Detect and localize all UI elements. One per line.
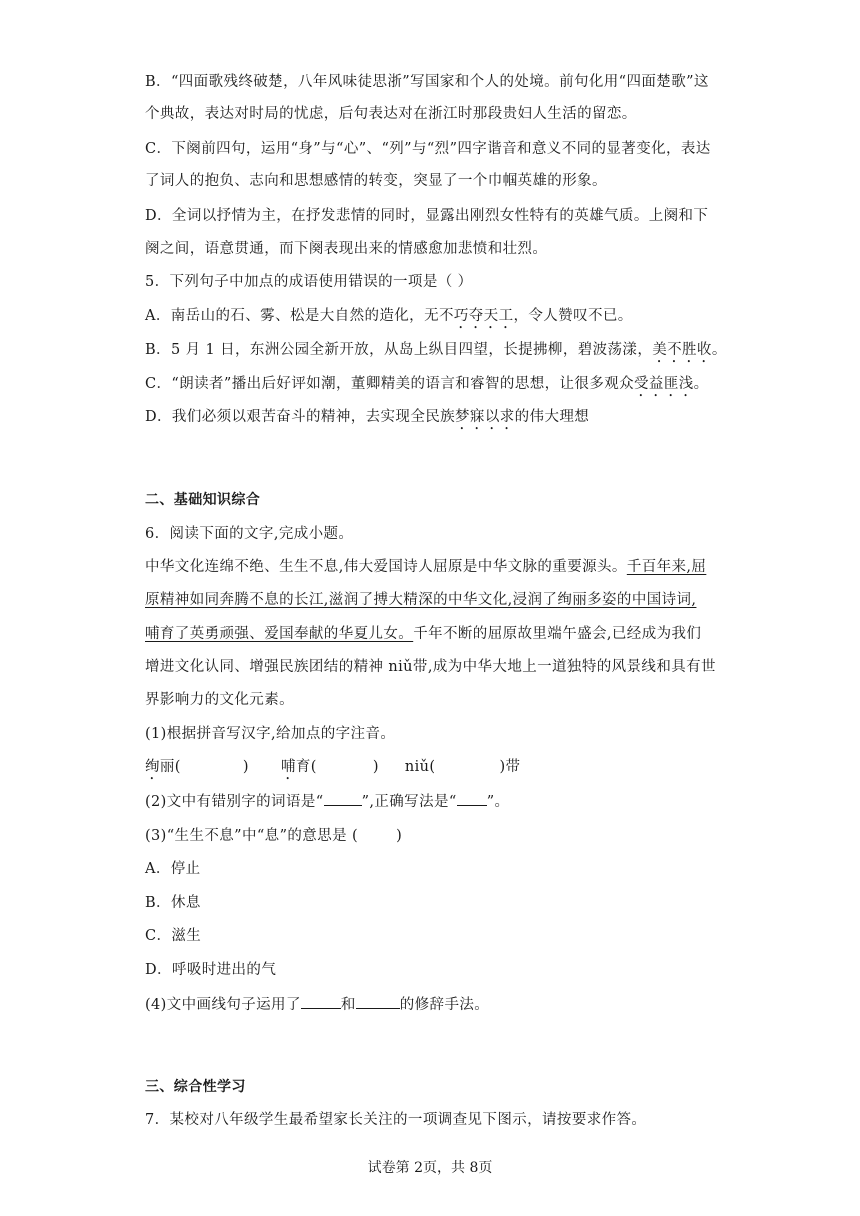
q6-sub3 xyxy=(145,826,725,846)
q6-w1-dotted-char: 绚 xyxy=(145,759,160,775)
q6-sub3-option-c: C．滋生 xyxy=(145,928,202,944)
q6-sub3-option-d: D．呼吸时进出的气 xyxy=(145,962,277,978)
q5-option-b xyxy=(145,340,725,366)
q5-d-text-post: 的伟大理想 xyxy=(514,409,590,425)
q5-c-dotted-idiom: 受益匪浅 xyxy=(634,376,694,392)
q6-sub3-option-a: A．停止 xyxy=(145,861,201,877)
q5-stem: 5．下列句子中加点的成语使用错误的一项是（ ） xyxy=(145,274,473,290)
q4-option-c-line1: C．下阕前四句，运用“身”与“心”、“列”与“烈”四字谐音和意义不同的显著变化，表达 xyxy=(145,141,711,157)
q5-c-text-post: 。 xyxy=(693,376,709,392)
q4-option-d-line1: D．全词以抒情为主，在抒发悲情的同时，显露出刚烈女性特有的英雄气质。上阕和下 xyxy=(145,208,709,224)
q6-p1-underlined: 千百年来,屈 xyxy=(626,559,707,575)
q6-stem: 6．阅读下面的文字,完成小题。 xyxy=(145,526,354,542)
q5-option-d xyxy=(145,407,725,433)
q4-option-c-line2: 了词人的抱负、志向和思想感情的转变，突显了一个巾帼英雄的形象。 xyxy=(145,173,607,189)
q6-sub2-blank-correct[interactable] xyxy=(457,791,487,806)
q6-passage-line2 xyxy=(145,590,725,610)
q6-w1-text: 丽( xyxy=(159,759,181,775)
q5-c-text-pre: C．“朗读者”播出后好评如潮，董卿精美的语言和睿智的思想，让很多观众 xyxy=(145,376,635,392)
q5-option-c xyxy=(145,374,725,400)
q5-d-text-pre: D．我们必须以艰苦奋斗的精神，去实现全民族 xyxy=(145,409,456,425)
q6-sub2-blank-wrong[interactable] xyxy=(324,791,362,806)
q6-passage-line3 xyxy=(145,624,725,644)
q6-passage-line5: 界影响力的文化元素。 xyxy=(145,692,294,708)
q5-a-dotted-idiom: 巧夺天工 xyxy=(453,308,514,324)
q6-sub1: (1)根据拼音写汉字,给加点的字注音。 xyxy=(145,726,396,742)
q5-b-text-post: 。 xyxy=(711,342,727,358)
q6-sub4-blank-2[interactable] xyxy=(356,994,400,1009)
q6-w2-dotted-char: 哺 xyxy=(280,759,296,775)
q6-sub1-blanks xyxy=(145,757,725,783)
q5-a-text-post: ，令人赞叹不已。 xyxy=(513,308,633,324)
q6-w1-close: ) xyxy=(242,759,249,775)
q6-sub2-text-b: ”,正确写法是“ xyxy=(361,794,457,810)
q6-w2-text: 育( xyxy=(295,759,317,775)
q6-passage-line4: 增进文化认同、增强民族团结的精神 niǔ带,成为中华大地上一道独特的风景线和具有世 xyxy=(145,659,716,675)
q4-option-b-line1: B．“四面歌残终破楚，八年风味徒思浙”写国家和个人的处境。前句化用“四面楚歌”这 xyxy=(145,74,709,90)
q5-d-dotted-idiom: 梦寐以求 xyxy=(455,409,515,425)
q6-w2-close: ) xyxy=(372,759,379,775)
q6-sub4-text-c: 的修辞手法。 xyxy=(399,997,490,1013)
q6-sub3-close: ) xyxy=(396,828,403,844)
q6-p1-text: 中华文化连绵不绝、生生不息,伟大爱国诗人屈原是中华文脉的重要源头。 xyxy=(145,559,627,575)
q6-sub2 xyxy=(145,791,725,812)
q5-a-text-pre: A．南岳山的石、雾、松是大自然的造化，无不 xyxy=(145,308,454,324)
q5-b-dotted-idiom: 美不胜收 xyxy=(652,342,712,358)
q6-w3-text: niǔ( xyxy=(404,759,436,775)
q6-sub2-text-a: (2)文中有错别字的词语是“ xyxy=(145,794,324,810)
q6-p3-text: 千年不断的屈原故里端午盛会,已经成为我们 xyxy=(413,626,702,642)
section-3-heading: 三、综合性学习 xyxy=(145,1079,246,1095)
q6-sub4-blank-1[interactable] xyxy=(301,994,341,1009)
q6-sub3-text: (3)“生生不息”中“息”的意思是 ( xyxy=(145,828,359,844)
q6-sub4 xyxy=(145,994,725,1015)
q6-p3-underlined: 哺育了英勇顽强、爱国奉献的华夏儿女。 xyxy=(145,626,414,642)
q4-option-d-line2: 阕之间，语意贯通，而下阕表现出来的情感愈加悲愤和壮烈。 xyxy=(145,241,548,257)
q6-sub4-text-b: 和 xyxy=(340,997,356,1013)
q7-stem: 7．某校对八年级学生最希望家长关注的一项调查见下图示，请按要求作答。 xyxy=(145,1112,647,1128)
q6-sub4-text-a: (4)文中画线句子运用了 xyxy=(145,997,301,1013)
section-2-heading: 二、基础知识综合 xyxy=(145,492,261,508)
q6-sub3-option-b: B．休息 xyxy=(145,895,201,911)
q6-p2-underlined: 原精神如同奔腾不息的长江,滋润了搏大精深的中华文化,浸润了绚丽多姿的中国诗词, xyxy=(145,592,697,608)
q6-sub2-text-c: ”。 xyxy=(486,794,510,810)
q5-option-a xyxy=(145,306,725,332)
q4-option-b-line2: 个典故，表达对时局的忧虑，后句表达对在浙江时那段贵妇人生活的留恋。 xyxy=(145,106,637,122)
q6-passage-line1 xyxy=(145,557,725,577)
q5-b-text-pre: B．5 月 1 日，东洲公园全新开放，从岛上纵目四望，长提拂柳，碧波荡漾， xyxy=(145,342,653,358)
page-footer: 试卷第 2页，共 8页 xyxy=(367,1160,493,1176)
q6-w3-close: )带 xyxy=(499,759,521,775)
